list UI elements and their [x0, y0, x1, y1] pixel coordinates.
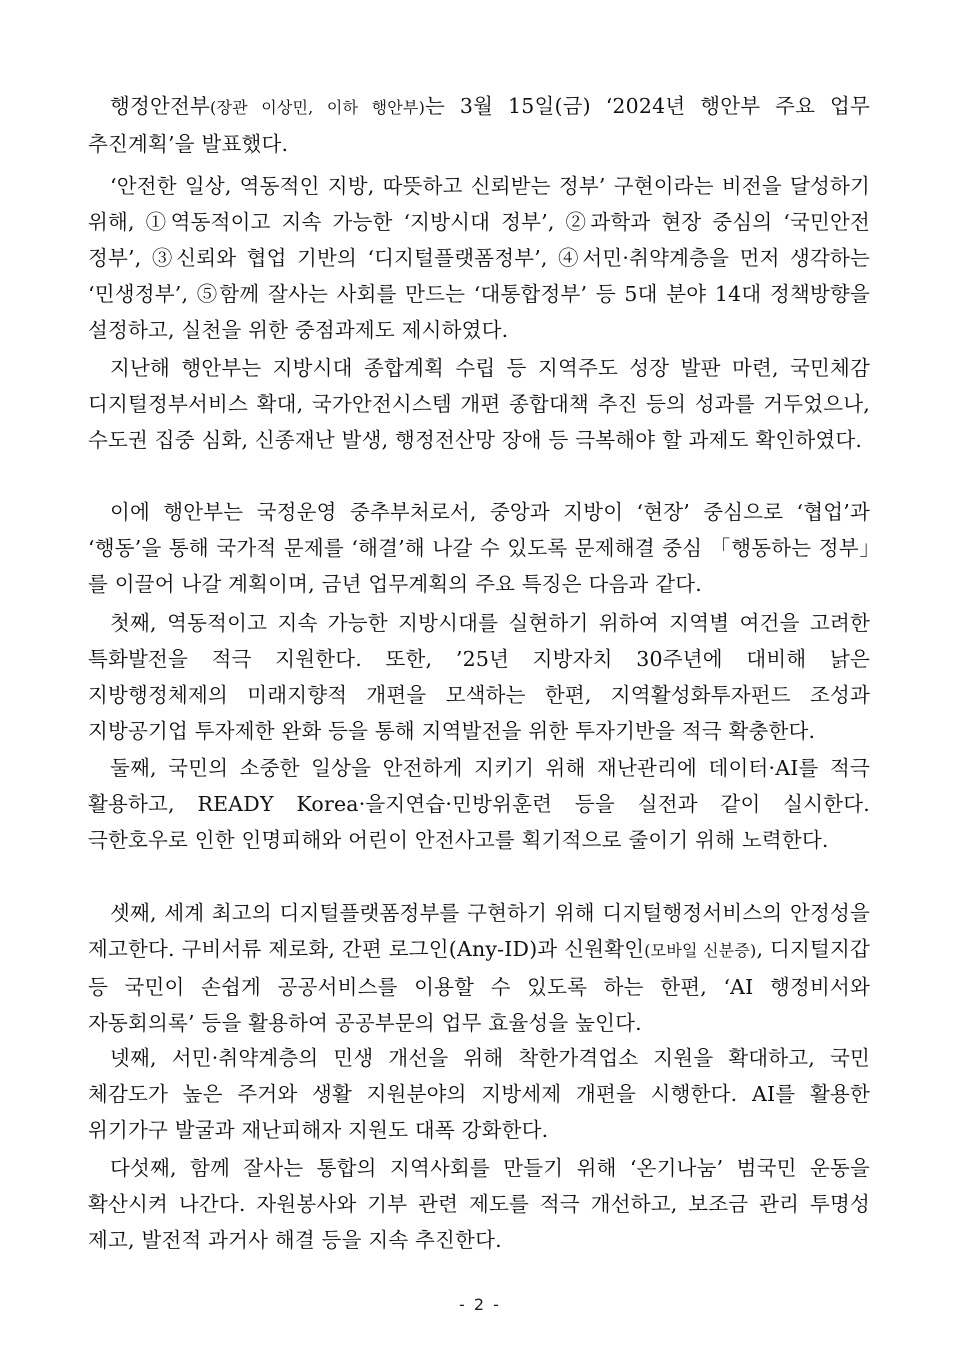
paragraph-text: 는 3월 15일(금) ‘2024년 행안부 주요 업무 추진계획’을 발표했다. — [88, 94, 870, 156]
paragraph-text: 둘째, 국민의 소중한 일상을 안전하게 지키기 위해 재난관리에 데이터·AI를 적극 활용하고, READY Korea·을지연습·민방위훈련 등을 실전과 같이 실시한다. 극한호우로 인한 인명피해와 어린이 안전사고를 획기적으로 줄이기 위해 노력한다. — [88, 756, 870, 852]
paragraph-text: 지난해 행안부는 지방시대 종합계획 수립 등 지역주도 성장 발판 마련, 국민체감 디지털정부서비스 확대, 국가안전시스템 개편 종합대책 추진 등의 성과를 거두었으나, 수도권 집중 심화, 신종재난 발생, 행정전산망 장애 등 극복해야 할 과제도 확인하였다. — [88, 356, 870, 452]
paragraph-last-year — [88, 350, 870, 458]
paragraph-third — [88, 895, 870, 1041]
paragraph-text: 셋째, 세계 최고의 디지털플랫폼정부를 구현하기 위해 디지털행정서비스의 안정성을 제고한다. 구비서류 제로화, 간편 로그인(Any-ID)과 신원확인 — [88, 901, 870, 961]
paragraph-announcement — [88, 88, 870, 162]
paragraph-plan-overview — [88, 494, 870, 602]
paragraph-vision — [88, 168, 870, 348]
paragraph-text: 첫째, 역동적이고 지속 가능한 지방시대를 실현하기 위하여 지역별 여건을 고려한 특화발전을 적극 지원한다. 또한, ’25년 지방자치 30주년에 대비해 낡은 지방행정체제의 미래지향적 개편을 모색하는 한편, 지역활성화투자펀드 조성과 지방공기업 투자제한 완화 등을 통해 지역발전을 위한 투자기반을 적극 확충한다. — [88, 611, 870, 743]
paragraph-text: 넷째, 서민·취약계층의 민생 개선을 위해 착한가격업소 지원을 확대하고, 국민 체감도가 높은 주거와 생활 지원분야의 지방세제 개편을 시행한다. AI를 활용한 위기가구 발굴과 재난피해자 지원도 대폭 강화한다. — [88, 1046, 870, 1142]
paragraph-note: (장관 이상민, 이하 행안부) — [210, 98, 426, 117]
paragraph-fourth — [88, 1040, 870, 1148]
paragraph-first — [88, 605, 870, 749]
paragraph-text: 이에 행안부는 국정운영 중추부처로서, 중앙과 지방이 ‘현장’ 중심으로 ‘협업’과 ‘행동’을 통해 국가적 문제를 ‘해결’해 나갈 수 있도록 문제해결 중심 「행동하는 정부」를 이끌어 나갈 계획이며, 금년 업무계획의 주요 특징은 다음과 같다. — [88, 500, 870, 596]
paragraph-text: 행정안전부 — [110, 94, 211, 118]
paragraph-second — [88, 750, 870, 858]
page-number: - 2 - — [459, 1295, 501, 1314]
paragraph-fifth — [88, 1150, 870, 1258]
paragraph-text: , 디지털지갑 등 국민이 손쉽게 공공서비스를 이용할 수 있도록 하는 한편, ‘AI 행정비서와 자동회의록’ 등을 활용하여 공공부문의 업무 효율성을 높인다. — [88, 937, 871, 1035]
paragraph-note: (모바일 신분증) — [644, 941, 757, 960]
paragraph-text: ‘안전한 일상, 역동적인 지방, 따뜻하고 신뢰받는 정부’ 구현이라는 비전을 달성하기 위해, ①역동적이고 지속 가능한 ‘지방시대 정부’, ②과학과 현장 중심의 ‘국민안전 정부’, ③신뢰와 협업 기반의 ‘디지털플랫폼정부’, ④서민·취약계층을 먼저 생각하는 ‘민생정부’, ⑤함께 잘사는 사회를 만드는 ‘대통합정부’ 등 5대 분야 14대 정책방향을 설정하고, 실천을 위한 중점과제도 제시하였다. — [88, 174, 870, 342]
paragraph-text: 다섯째, 함께 잘사는 통합의 지역사회를 만들기 위해 ‘온기나눔’ 범국민 운동을 확산시켜 나간다. 자원봉사와 기부 관련 제도를 적극 개선하고, 보조금 관리 투명성 제고, 발전적 과거사 해결 등을 지속 추진한다. — [88, 1156, 870, 1252]
